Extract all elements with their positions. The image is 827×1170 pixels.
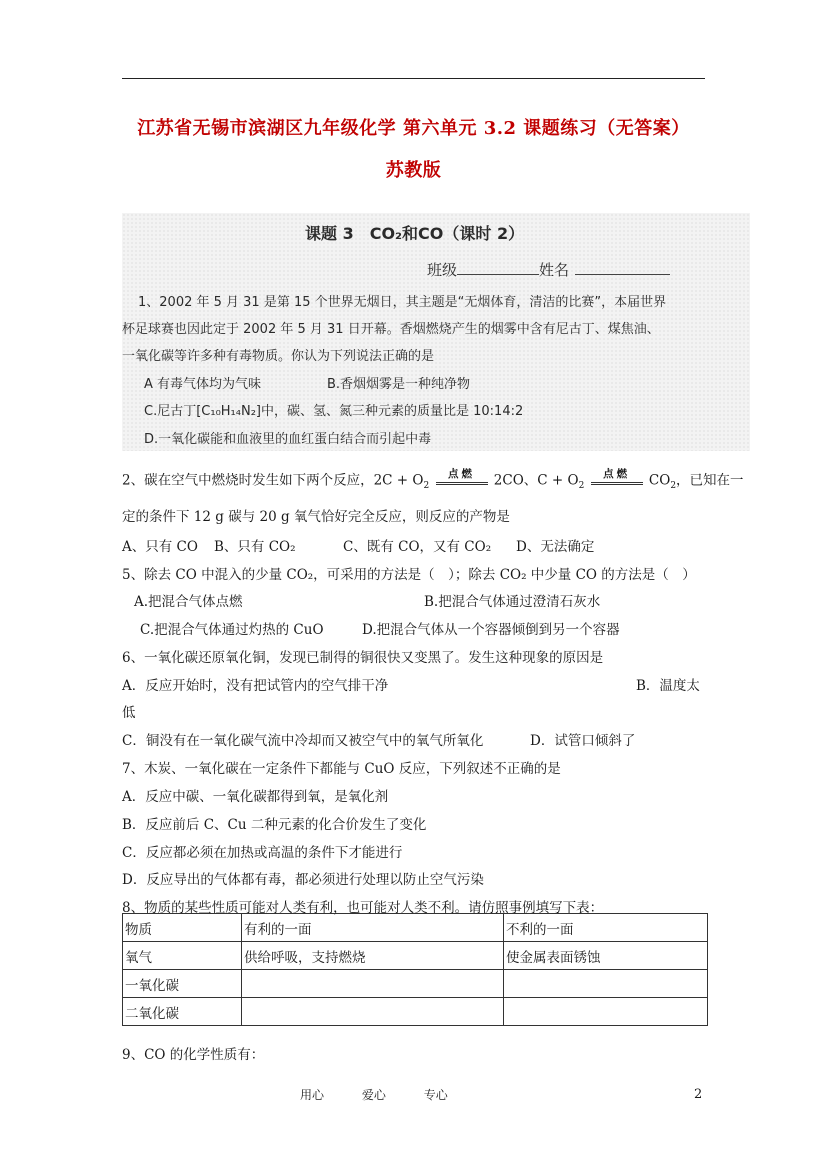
class-name-line: [427, 259, 670, 280]
q6-option-b-continued: 低: [122, 705, 136, 721]
page-number: 2: [694, 1087, 703, 1102]
table-row: [123, 942, 708, 970]
q5-option-d: D.把混合气体从一个容器倾倒到另一个容器: [362, 622, 620, 638]
q6-option-d: D．试管口倾斜了: [530, 733, 636, 749]
table-cell-blank[interactable]: [242, 998, 504, 1026]
q5-option-c: C.把混合气体通过灼热的 CuO: [140, 622, 324, 638]
footer-item: 爱心: [361, 1088, 386, 1102]
q7-option-b: B．反应前后 C、Cu 二种元素的化合价发生了变化: [122, 817, 427, 833]
properties-table: [122, 913, 708, 1026]
q2-stem-line1: [122, 468, 744, 494]
table-header-cell: 不利的一面: [504, 914, 708, 942]
class-blank: [457, 260, 539, 275]
table-header-row: [123, 914, 708, 942]
lesson-title: 课题 3 CO₂和CO（课时 2）: [305, 224, 525, 243]
q1-option-b: B.香烟烟雾是一种纯净物: [327, 377, 471, 392]
class-label: 班级: [427, 261, 458, 279]
q7-option-a: A．反应中碳、一氧化碳都得到氧，是氧化剂: [122, 789, 389, 805]
scanned-excerpt: [122, 213, 750, 451]
table-cell: 氧气: [123, 942, 242, 970]
q8-stem: 8、物质的某些性质可能对人类有利，也可能对人类不利。请仿照事例填写下表：: [122, 900, 604, 916]
table-cell: 供给呼吸，支持燃烧: [242, 942, 504, 970]
footer-item: 用心: [300, 1088, 325, 1102]
q2-option-b: B、只有 CO₂: [214, 539, 296, 555]
condition-arrow-1: [436, 468, 488, 494]
table-cell: 一氧化碳: [123, 970, 242, 998]
document-title: 江苏省无锡市滨湖区九年级化学 第六单元 3.2 课题练习（无答案）: [137, 118, 690, 139]
q2-text-d: ，已知在一: [676, 472, 744, 489]
q6-option-b: B．温度太: [636, 678, 700, 694]
document-subtitle: 苏教版: [385, 160, 442, 181]
header-rule: [122, 78, 705, 79]
table-cell-blank[interactable]: [504, 970, 708, 998]
table-header-cell: 物质: [123, 914, 242, 942]
table-cell-blank[interactable]: [504, 998, 708, 1026]
q1-option-c: C.尼古丁[C₁₀H₁₄N₂]中，碳、氢、氮三种元素的质量比是 10:14:2: [144, 404, 524, 419]
q9-stem: 9、CO 的化学性质有：: [122, 1047, 265, 1063]
q6-option-c: C．铜没有在一氧化碳气流中冷却而又被空气中的氧气所氧化: [122, 733, 484, 749]
q5-option-b: B.把混合气体通过澄清石灰水: [424, 594, 601, 610]
q1-option-d: D.一氧化碳能和血液里的血红蛋白结合而引起中毒: [144, 432, 432, 447]
q2-sub-b: 2: [578, 481, 585, 492]
table-cell: 使金属表面锈蚀: [504, 942, 708, 970]
q2-text-a: 2、碳在空气中燃烧时发生如下两个反应，2C + O: [122, 472, 424, 489]
footer-item: 专心: [423, 1088, 448, 1102]
q2-option-d: D、无法确定: [516, 539, 595, 555]
q5-stem: 5、除去 CO 中混入的少量 CO₂，可采用的方法是（ ）；除去 CO₂ 中少量 CO 的方法是（ ）: [122, 567, 696, 583]
table-cell: 二氧化碳: [123, 998, 242, 1026]
q1-stem-line2: 杯足球赛也因此定于 2002 年 5 月 31 日开幕。香烟燃烧产生的烟雾中含有尼古丁、煤焦油、: [122, 322, 660, 337]
q2-sub-c: 2: [670, 481, 677, 492]
q5-option-a: A.把混合气体点燃: [134, 594, 243, 610]
q6-option-a: A．反应开始时，没有把试管内的空气排干净: [122, 678, 389, 694]
name-label: 姓名: [539, 261, 570, 279]
q2-text-b: 2CO、C + O: [493, 472, 579, 489]
q1-stem-line3: 一氧化碳等许多种有毒物质。你认为下列说法正确的是: [122, 349, 435, 364]
q2-option-a: A、只有 CO: [122, 539, 198, 555]
table-cell-blank[interactable]: [242, 970, 504, 998]
name-blank: [575, 260, 670, 275]
q7-option-d: D．反应导出的气体都有毒，都必须进行处理以防止空气污染: [122, 872, 484, 888]
q7-stem: 7、木炭、一氧化碳在一定条件下都能与 CuO 反应，下列叙述不正确的是: [122, 761, 561, 777]
table-row: [123, 998, 708, 1026]
q6-stem: 6、一氧化碳还原氧化铜，发现已制得的铜很快又变黑了。发生这种现象的原因是: [122, 650, 604, 666]
condition-arrow-2: [591, 468, 643, 494]
table-row: [123, 970, 708, 998]
q1-stem-line1: 1、2002 年 5 月 31 是第 15 个世界无烟日，其主题是“无烟体育，清洁的比赛”，本届世界: [138, 295, 667, 310]
q2-text-c: CO: [648, 472, 671, 489]
q7-option-c: C．反应都必须在加热或高温的条件下才能进行: [122, 845, 403, 861]
q2-option-c: C、既有 CO，又有 CO₂: [343, 539, 492, 555]
footer-slogan: [300, 1086, 482, 1103]
q1-option-a: A 有毒气体均为气味: [144, 377, 262, 392]
q2-sub-a: 2: [423, 481, 430, 492]
condition-label-2: 点燃: [603, 468, 631, 480]
table-header-cell: 有利的一面: [242, 914, 504, 942]
q2-stem-line2: 定的条件下 12 g 碳与 20 g 氧气恰好完全反应，则反应的产物是: [122, 509, 510, 525]
condition-label-1: 点燃: [448, 468, 475, 480]
